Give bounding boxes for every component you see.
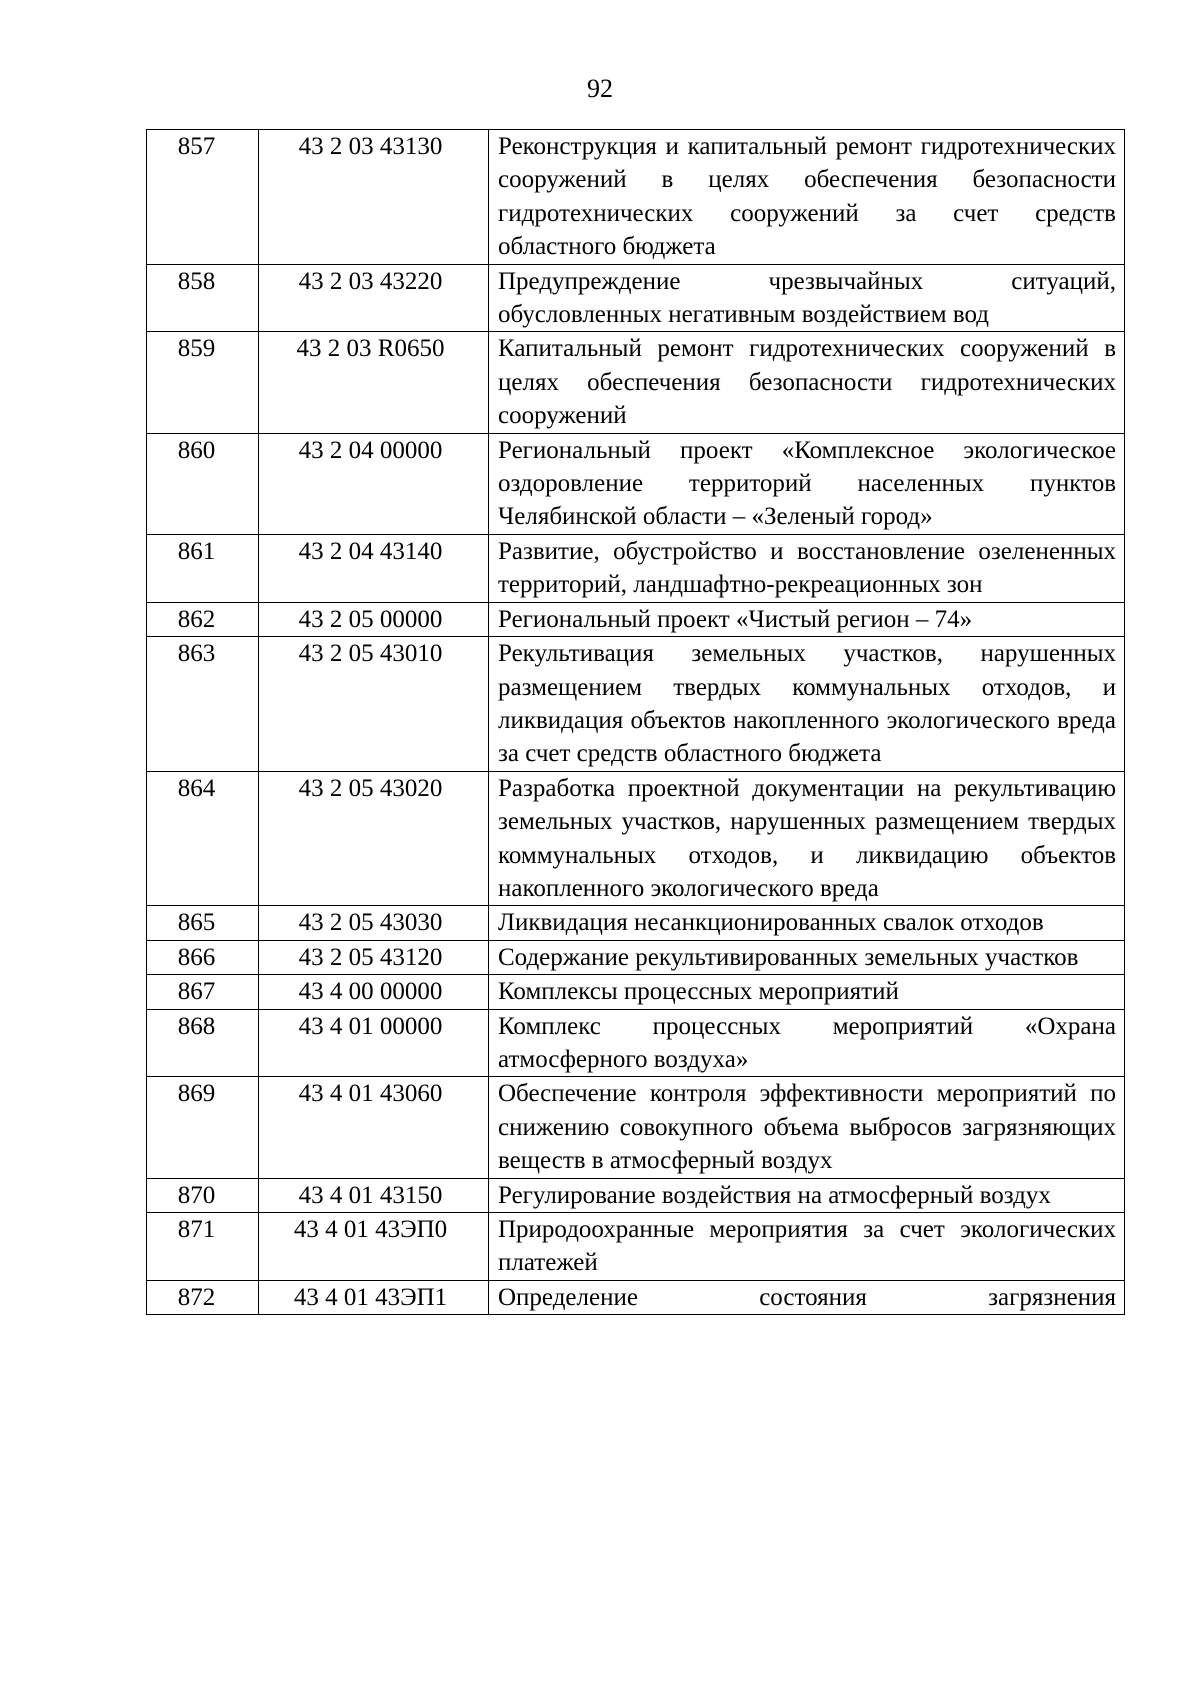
row-number: 864 (147, 771, 259, 906)
row-description: Регулирование воздействия на атмосферный воздух (489, 1178, 1125, 1212)
classification-code: 43 2 03 43130 (259, 130, 489, 265)
classification-code: 43 2 03 43220 (259, 264, 489, 332)
row-description: Развитие, обустройство и восстановление озелененных территорий, ландшафтно-рекреационных зон (489, 534, 1125, 602)
table-row (147, 975, 1125, 1009)
row-description: Ликвидация несанкционированных свалок отходов (489, 906, 1125, 940)
row-number: 865 (147, 906, 259, 940)
classification-code: 43 4 01 43ЭП1 (259, 1280, 489, 1314)
classification-code: 43 2 05 00000 (259, 602, 489, 636)
table-row (147, 602, 1125, 636)
row-description: Предупреждение чрезвычайных ситуаций, обусловленных негативным воздействием вод (489, 264, 1125, 332)
row-number: 869 (147, 1077, 259, 1178)
table-row (147, 433, 1125, 534)
classification-code: 43 2 05 43020 (259, 771, 489, 906)
classification-code: 43 4 01 43060 (259, 1077, 489, 1178)
row-description: Обеспечение контроля эффективности мероприятий по снижению совокупного объема выбросов загрязняющих веществ в атмосферный воздух (489, 1077, 1125, 1178)
table-row (147, 1178, 1125, 1212)
row-description: Региональный проект «Комплексное экологическое оздоровление территорий населенных пунктов Челябинской области – «Зеленый город» (489, 433, 1125, 534)
table-row (147, 130, 1125, 265)
table-row (147, 771, 1125, 906)
classification-code: 43 2 05 43030 (259, 906, 489, 940)
row-description: Определение состояния загрязнения (489, 1280, 1125, 1314)
row-number: 863 (147, 637, 259, 772)
row-number: 860 (147, 433, 259, 534)
row-number: 872 (147, 1280, 259, 1314)
table-row (147, 906, 1125, 940)
row-number: 857 (147, 130, 259, 265)
row-description: Реконструкция и капитальный ремонт гидротехнических сооружений в целях обеспечения безопасности гидротехнических сооружений за счет средств областного бюджета (489, 130, 1125, 265)
table-row (147, 940, 1125, 974)
classification-code: 43 4 01 43150 (259, 1178, 489, 1212)
row-number: 870 (147, 1178, 259, 1212)
page-number: 92 (587, 74, 613, 103)
row-number: 871 (147, 1213, 259, 1281)
row-number: 858 (147, 264, 259, 332)
table-row (147, 332, 1125, 433)
row-number: 861 (147, 534, 259, 602)
row-description: Природоохранные мероприятия за счет экологических платежей (489, 1213, 1125, 1281)
row-number: 868 (147, 1009, 259, 1077)
classification-code: 43 2 03 R0650 (259, 332, 489, 433)
row-number: 862 (147, 602, 259, 636)
classification-code: 43 4 00 00000 (259, 975, 489, 1009)
classification-code: 43 2 05 43010 (259, 637, 489, 772)
table-row (147, 1213, 1125, 1281)
row-description: Комплексы процессных мероприятий (489, 975, 1125, 1009)
row-description: Комплекс процессных мероприятий «Охрана атмосферного воздуха» (489, 1009, 1125, 1077)
classification-code: 43 4 01 43ЭП0 (259, 1213, 489, 1281)
classification-code: 43 4 01 00000 (259, 1009, 489, 1077)
table-row (147, 264, 1125, 332)
row-number: 866 (147, 940, 259, 974)
table-row (147, 637, 1125, 772)
classification-code: 43 2 05 43120 (259, 940, 489, 974)
budget-code-table (146, 129, 1125, 1315)
row-number: 867 (147, 975, 259, 1009)
row-description: Рекультивация земельных участков, нарушенных размещением твердых коммунальных отходов, и ликвидация объектов накопленного экологического вреда за счет средств областного бюджета (489, 637, 1125, 772)
row-description: Региональный проект «Чистый регион – 74» (489, 602, 1125, 636)
table-row (147, 534, 1125, 602)
table-row (147, 1280, 1125, 1314)
table-row (147, 1077, 1125, 1178)
row-number: 859 (147, 332, 259, 433)
row-description: Разработка проектной документации на рекультивацию земельных участков, нарушенных размещением твердых коммунальных отходов, и ликвидацию объектов накопленного экологического вреда (489, 771, 1125, 906)
classification-code: 43 2 04 43140 (259, 534, 489, 602)
classification-code: 43 2 04 00000 (259, 433, 489, 534)
table-row (147, 1009, 1125, 1077)
row-description: Капитальный ремонт гидротехнических сооружений в целях обеспечения безопасности гидротехнических сооружений (489, 332, 1125, 433)
row-description: Содержание рекультивированных земельных участков (489, 940, 1125, 974)
